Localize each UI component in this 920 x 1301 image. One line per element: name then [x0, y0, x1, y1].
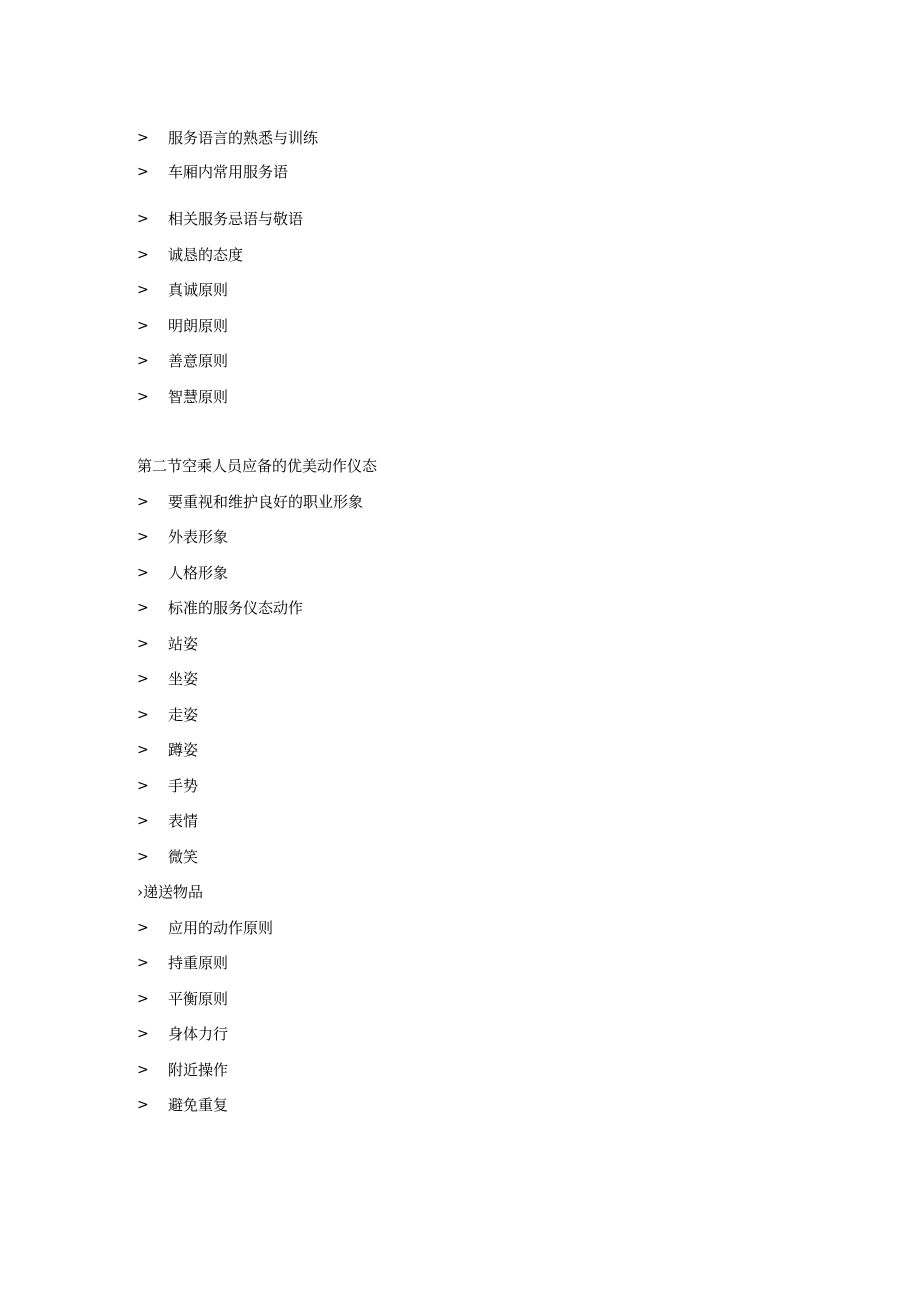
bullet-marker: > — [137, 247, 149, 263]
section-heading: 第二节空乘人员应备的优美动作仪态 — [137, 457, 378, 475]
list-item-text: 明朗原则 — [168, 317, 229, 335]
list-item-text: 表情 — [168, 812, 199, 830]
list-item-text: 身体力行 — [168, 1025, 229, 1043]
bullet-marker: > — [137, 778, 149, 794]
list-item-text: 车厢内常用服务语 — [168, 163, 289, 181]
list-item-text: 手势 — [168, 777, 199, 795]
list-item-text: 微笑 — [168, 848, 199, 866]
bullet-marker: > — [137, 955, 149, 971]
bullet-marker: > — [137, 282, 149, 298]
bullet-marker: > — [137, 1026, 149, 1042]
list-item-text: 要重视和维护良好的职业形象 — [168, 493, 364, 511]
bullet-marker: > — [137, 1097, 149, 1113]
list-item-text: 走姿 — [168, 706, 199, 724]
list-item-text: 智慧原则 — [168, 388, 229, 406]
list-item-text: 避免重复 — [168, 1096, 229, 1114]
list-item-text: 人格形象 — [168, 564, 229, 582]
bullet-marker: > — [137, 742, 149, 758]
list-item-text: 善意原则 — [168, 352, 229, 370]
bullet-marker: > — [137, 494, 149, 510]
list-item-text: 诚恳的态度 — [168, 246, 244, 264]
list-item-text: 相关服务忌语与敬语 — [168, 210, 304, 228]
bullet-marker: > — [137, 600, 149, 616]
bullet-marker: > — [137, 707, 149, 723]
bullet-marker: > — [137, 353, 149, 369]
list-item-inline: ›递送物品 — [137, 883, 203, 901]
bullet-marker: > — [137, 849, 149, 865]
bullet-marker: > — [137, 920, 149, 936]
list-item-text: 真诚原则 — [168, 281, 229, 299]
bullet-marker: > — [137, 164, 149, 180]
bullet-marker: > — [137, 130, 149, 146]
list-item-text: 标准的服务仪态动作 — [168, 599, 304, 617]
list-item-text: 蹲姿 — [168, 741, 199, 759]
bullet-marker: > — [137, 318, 149, 334]
bullet-marker: > — [137, 813, 149, 829]
list-item-text: 外表形象 — [168, 528, 229, 546]
list-item-text: 平衡原则 — [168, 990, 229, 1008]
list-item-text: 应用的动作原则 — [168, 919, 274, 937]
list-item-text: 服务语言的熟悉与训练 — [168, 129, 319, 147]
bullet-marker: > — [137, 529, 149, 545]
bullet-marker: > — [137, 565, 149, 581]
list-item-text: 附近操作 — [168, 1061, 229, 1079]
list-item-text: 持重原则 — [168, 954, 229, 972]
bullet-marker: > — [137, 991, 149, 1007]
bullet-marker: > — [137, 389, 149, 405]
bullet-marker: > — [137, 671, 149, 687]
bullet-marker: > — [137, 211, 149, 227]
list-item-text: 坐姿 — [168, 670, 199, 688]
list-item-text: 站姿 — [168, 635, 199, 653]
bullet-marker: > — [137, 1062, 149, 1078]
bullet-marker: > — [137, 636, 149, 652]
